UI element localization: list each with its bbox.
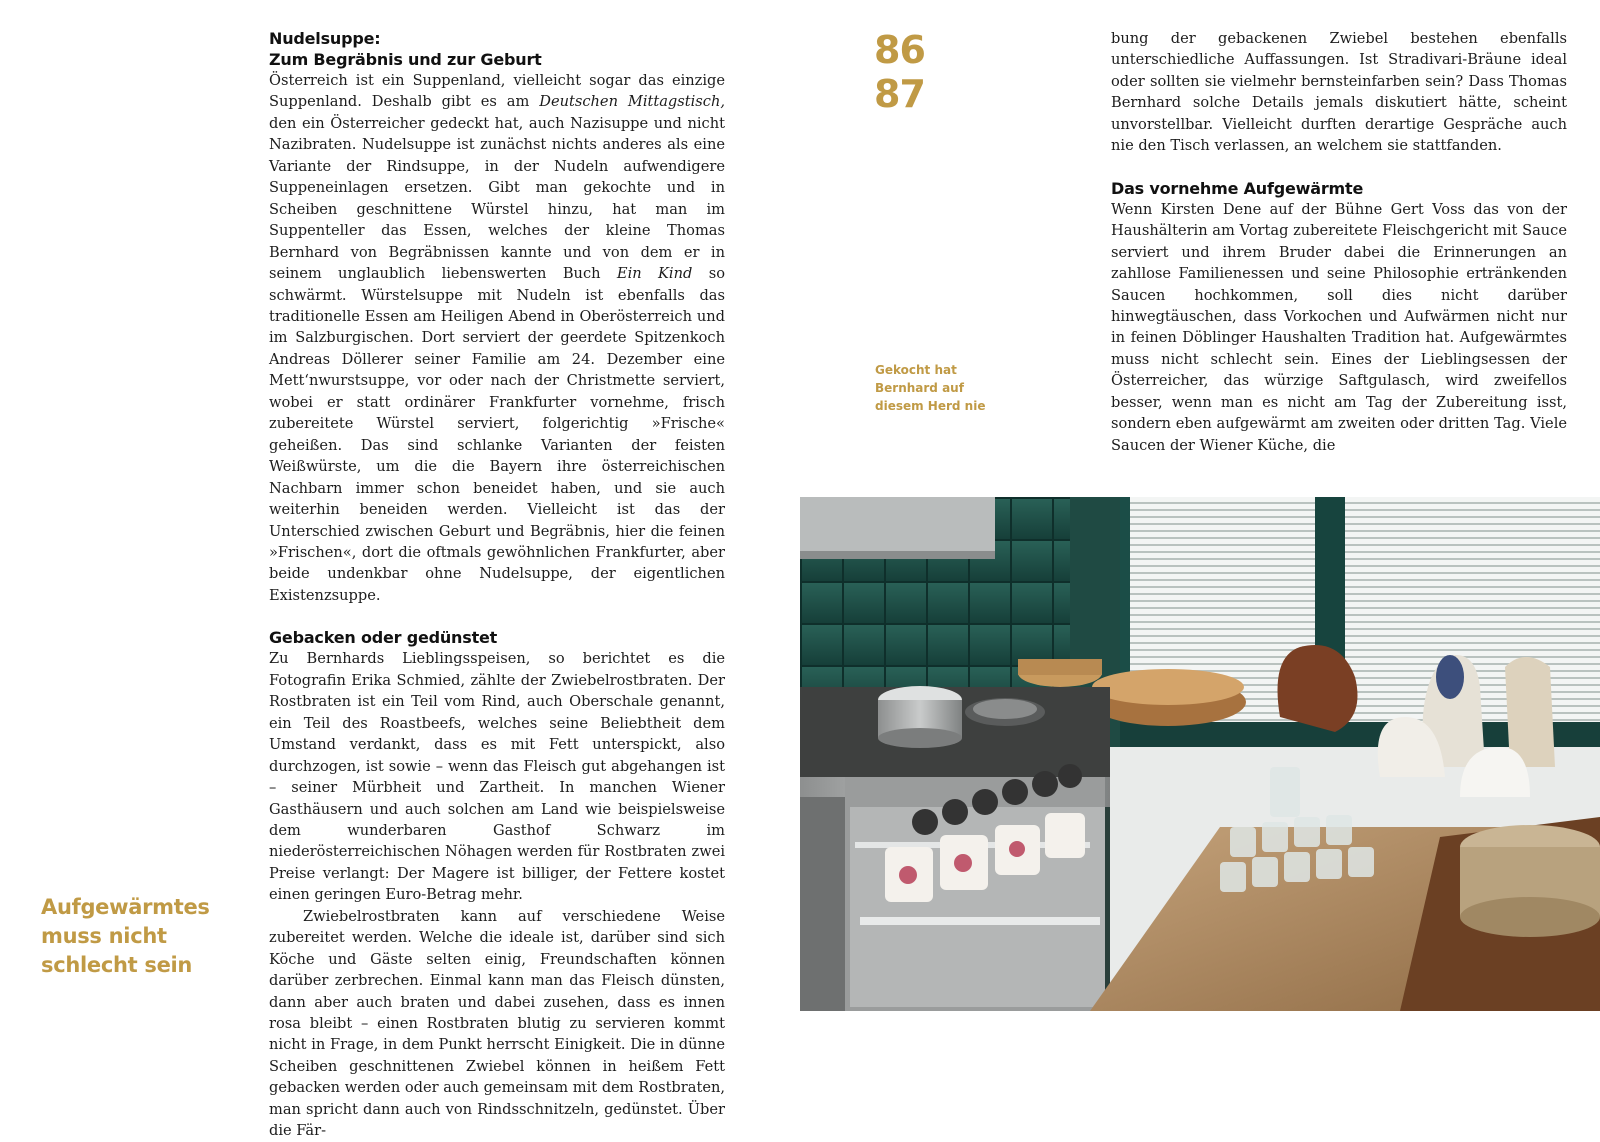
- page-number-left: 86: [874, 28, 925, 72]
- pull-quote: [41, 893, 241, 980]
- heading-nudelsuppe-line2: Zum Begräbnis und zur Geburt: [269, 50, 542, 69]
- paragraph-text: so schwärmt. Würstelsuppe mit Nudeln ist ebenfalls das traditionelle Essen am Heiligen Abend in Oberösterreich und im Salzburgischen. Dort serviert der geerdete Spitzenkoch Andreas Döllerer seiner Familie am 24. Dezember eine Mett‘nwurstsuppe, vor oder nach der Christmette serviert, wobei er statt ordinärer Frankfurter vornehme, frisch zubereitete Würstel serviert, folgerichtig »Frische« geheißen. Das sind schlanke Varianten der feisten Weißwürste, um die die Bayern ihre österreichischen Nachbarn immer schon beneidet haben, und sie auch weiterhin beneiden werden. Vielleicht ist das der Unterschied zwischen Geburt und Begräbnis, hier die feinen »Frischen«, dort die oftmals gewöhnlichen Frankfurter, aber beide undenkbar ohne Nudelsuppe, der eigentlichen Existenzsuppe.: [269, 265, 726, 604]
- pull-quote-line: Aufgewärmtes: [41, 895, 210, 919]
- paragraph-rostbraten: Zu Bernhards Lieblingsspeisen, so berichtet es die Fotografin Erika Schmied, zählte der Zwiebelrostbraten. Der Rostbraten ist ein Teil vom Rind, auch Oberschale genannt, ein Teil des Roastbeefs, welches seine Beliebtheit dem Umstand verdankt, dass es mit Fett unterspickt, also durchzogen, ist sowie – wenn das Fleisch gut abgehangen ist – seiner Mürbheit und Zartheit. In manchen Wiener Gasthäusern und auch solchen am Land wie beispielsweise dem wunderbaren Gasthof Schwarz im niederösterreichischen Nöhagen werden für Rostbraten zwei Preise verlangt: Der Magere ist billiger, der Fettere kostet einen geringen Euro-Betrag mehr.: [269, 650, 725, 904]
- pull-quote-line: muss nicht: [41, 924, 167, 948]
- right-text-column: [1111, 28, 1567, 456]
- paragraph-zwiebelrostbraten: Zwiebelrostbraten kann auf verschiedene Weise zubereitet werden. Welche die ideale ist, darüber sind sich Köche und Gäste selten einig, Freundschaften können darüber zerbrechen. Einmal kann man das Fleisch dünsten, dann aber auch braten und dabei zusehen, dass es innen rosa bleibt – einen Rostbraten blutig zu servieren kommt nicht in Frage, in dem Punkt herrscht Einigkeit. Die in dünne Scheiben geschnittenen Zwiebel können in heißem Fett gebacken werden oder auch gemeinsam mit dem Rostbraten, man spricht dann auch von Rindsschnitzeln, gedünstet. Über die Fär-: [269, 907, 725, 1140]
- paragraph-text: Österreich ist ein Suppenland, vielleicht sogar das einzige Suppenland. Deshalb gibt es am: [269, 72, 725, 111]
- photo-caption-line: Gekocht hat: [875, 363, 957, 377]
- photo-caption-line: diesem Herd nie: [875, 399, 986, 413]
- paragraph-nudelsuppe: [269, 70, 725, 606]
- photo-caption-line: Bernhard auf: [875, 381, 964, 395]
- photo-caption: [875, 361, 1005, 415]
- italic-title-ein-kind: Ein Kind: [616, 265, 693, 283]
- heading-gebacken: Gebacken oder gedünstet: [269, 628, 498, 648]
- page-number-right: 87: [874, 72, 925, 116]
- page-numbers: [874, 28, 925, 116]
- paragraph-text: den ein Österreicher gedeckt hat, auch Nazisuppe und nicht Nazibraten. Nudelsuppe ist zunächst nichts anderes als eine Variante der Rindsuppe, in der Nudeln aufwendigere Suppeneinlagen ersetzen. Gibt man gekochte und in Scheiben geschnittene Würstel hinzu, hat man im Suppenteller das Essen, welches der kleine Thomas Bernhard von Begräbnissen kannte und von dem er in seinem unglaublich liebenswerten Buch: [269, 114, 725, 283]
- left-text-column: [269, 28, 725, 1142]
- italic-title-mittagstisch: Deutschen Mittagstisch,: [539, 93, 725, 111]
- paragraph-aufgewaermte: Wenn Kirsten Dene auf der Bühne Gert Voss das von der Haushälterin am Vortag zubereitete Fleischgericht mit Sauce serviert und ihrem Bruder dabei die Erinnerungen an zahllose Familienessen und seine Philosophie ertränkenden Saucen hochkommen, soll dies nicht darüber hinwegtäuschen, dass Vorkochen und Aufwärmen nicht nur in feinen Döblinger Haushalten Tradition hat. Aufgewärmtes muss nicht schlecht sein. Eines der Lieblingsessen der Österreicher, das würzige Saftgulasch, wird zweifellos besser, wenn man es nicht am Tag der Zubereitung isst, sondern eben aufgewärmt am zweiten oder dritten Tag. Viele Saucen der Wiener Küche, die: [1111, 200, 1567, 454]
- paragraph-zwiebel-faerbung: bung der gebackenen Zwiebel bestehen ebenfalls unterschiedliche Auffassungen. Ist Stradivari-Bräune ideal oder sollten sie vielmehr bernsteinfarben sein? Dass Thomas Bernhard solche Details jemals diskutiert hätte, scheint unvorstellbar. Vielleicht durften derartige Gespräche auch nie den Tisch verlassen, an welchem sie stattfanden.: [1111, 30, 1567, 155]
- heading-nudelsuppe: [269, 28, 725, 70]
- pull-quote-line: schlecht sein: [41, 953, 193, 977]
- kitchen-stove-photo: [800, 497, 1600, 1011]
- heading-aufgewaermte: Das vornehme Aufgewärmte: [1111, 178, 1364, 198]
- heading-nudelsuppe-line1: Nudelsuppe:: [269, 29, 381, 48]
